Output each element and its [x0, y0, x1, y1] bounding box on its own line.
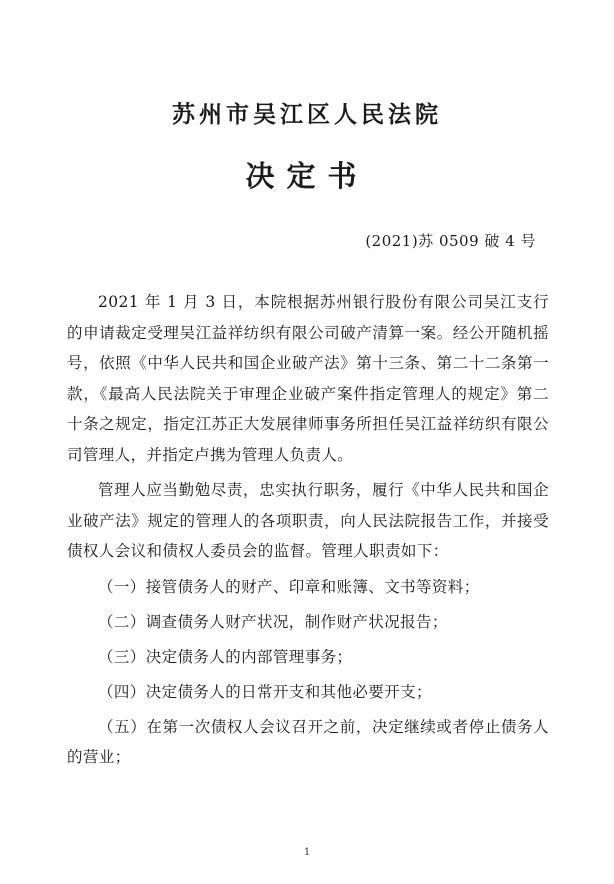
- document-title: 决定书: [245, 159, 369, 193]
- page-number: 1: [303, 847, 311, 858]
- duty-item: （二）调查债务人财产状况，制作财产状况报告；: [98, 612, 448, 631]
- document-number: (2021)苏 0509 破 4 号: [365, 232, 536, 250]
- duty-item: （一）接管债务人的财产、印章和账簿、文书等资料；: [98, 577, 480, 596]
- duties-list: [67, 572, 549, 773]
- duty-item: （五）在第一次债权人会议召开之前，决定继续或者停止债务人的营业；: [67, 717, 549, 766]
- paragraph-appointment: 2021 年 1 月 3 日，本院根据苏州银行股份有限公司吴江支行的申请裁定受理吴江益祥纺织有限公司破产清算一案。经公开随机摇号，依照《中华人民共和国企业破产法》第十三条、第二十二条第一款，《最高人民法院关于审理企业破产案件指定管理人的规定》第二十条之规定，指定江苏正大发展律师事务所担任吴江益祥纺织有限公司管理人，并指定卢携为管理人负责人。: [67, 293, 549, 464]
- court-name: 苏州市吴江区人民法院: [172, 101, 442, 128]
- paragraph-duties-intro: 管理人应当勤勉尽责，忠实执行职务，履行《中华人民共和国企业破产法》规定的管理人的各项职责，向人民法院报告工作，并接受债权人会议和债权人委员会的监督。管理人职责如下：: [67, 481, 549, 560]
- duty-item: （四）决定债务人的日常开支和其他必要开支；: [98, 682, 432, 701]
- duty-item: （三）决定债务人的内部管理事务；: [98, 647, 353, 666]
- document-body: [67, 287, 549, 777]
